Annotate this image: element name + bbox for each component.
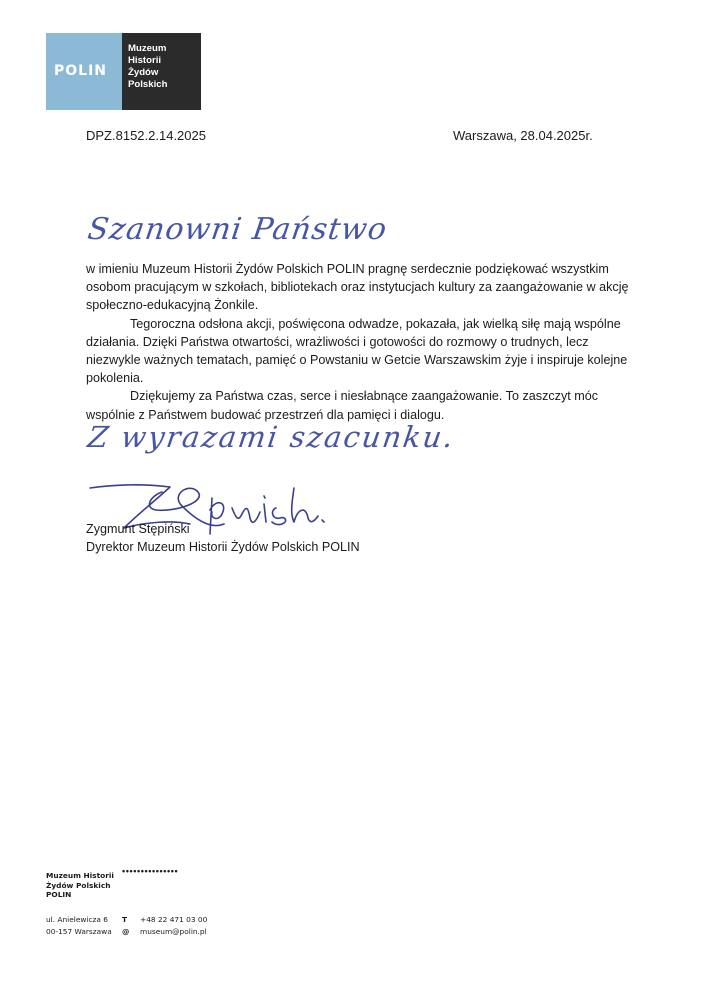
- logo-line: Historii: [128, 55, 162, 66]
- footer-contact: [122, 914, 207, 938]
- footer-institution-line: Żydów Polskich: [46, 880, 111, 890]
- reference-number: DPZ.8152.2.14.2025: [86, 128, 206, 143]
- logo-brand-block: [46, 33, 122, 110]
- letter-date: Warszawa, 28.04.2025r.: [453, 128, 593, 143]
- footer-address: [46, 914, 112, 938]
- logo-line: Polskich: [128, 79, 168, 90]
- signer-name: Zygmunt Stępiński: [86, 522, 190, 536]
- letter-body: [86, 260, 642, 424]
- handwritten-salutation: Szanowni Państwo: [85, 212, 390, 247]
- email-icon: @: [122, 927, 130, 936]
- footer-email: museum@polin.pl: [140, 927, 207, 936]
- footer-email-row: [122, 926, 207, 938]
- logo-name-block: [122, 33, 201, 110]
- footer-institution: [46, 871, 114, 900]
- logo-line: Muzeum: [128, 43, 167, 54]
- logo-brand-text: POLIN: [54, 63, 108, 79]
- museum-logo: [46, 33, 201, 110]
- logo-line: Żydów: [128, 67, 159, 78]
- phone-icon: T: [122, 915, 128, 924]
- footer-institution-line: Muzeum Historii: [46, 871, 114, 880]
- signer-title: Dyrektor Muzeum Historii Żydów Polskich POLIN: [86, 540, 360, 554]
- body-paragraph: Tegoroczna odsłona akcji, poświęcona odwadze, pokazała, jak wielką siłę mają wspólne działania. Dzięki Państwa otwartości, wrażliwości i gotowości do rozmowy o trudnych, lecz niezwykle ważnych tematach, pamięć o Powstaniu w Getcie Warszawskim żyje i inspiruje kolejne pokolenia.: [86, 316, 628, 386]
- footer-phone: +48 22 471 03 00: [140, 915, 208, 924]
- handwritten-closing: Z wyrazami szacunku.: [85, 420, 458, 454]
- footer-institution-line: POLIN: [46, 890, 72, 899]
- body-paragraph: w imieniu Muzeum Historii Żydów Polskich POLIN pragnę serdecznie podziękować wszystkim osobom pracującym w szkołach, bibliotekach oraz instytucjach kultury za zaangażowanie w akcję społeczno-edukacyjną Żonkile.: [86, 262, 629, 313]
- footer-dot-divider: •••••••••••••••: [122, 866, 179, 876]
- body-paragraph: Dziękujemy za Państwa czas, serce i niesłabnące zaangażowanie. To zaszczyt móc wspólnie z Państwem budować przestrzeń dla pamięci i dialogu.: [86, 389, 599, 422]
- footer-address-line: 00-157 Warszawa: [46, 927, 112, 936]
- footer-address-line: ul. Anielewicza 6: [46, 915, 108, 924]
- footer-phone-row: [122, 914, 207, 926]
